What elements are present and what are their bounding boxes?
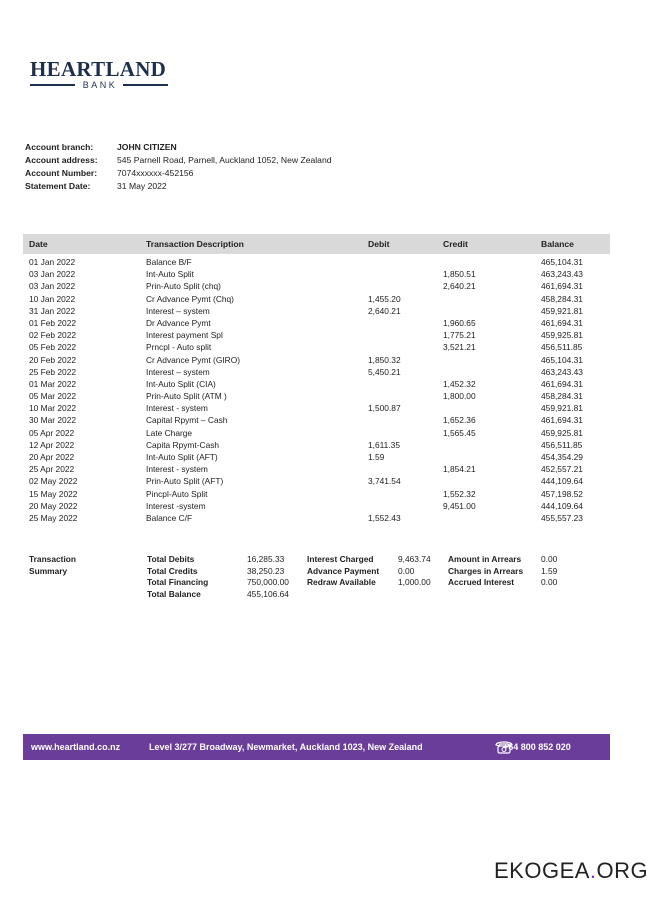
- header-credit: Credit: [443, 239, 468, 249]
- amount-in-arrears-value: 0.00: [541, 554, 558, 564]
- row-description: Pincpl-Auto Split: [146, 488, 208, 499]
- total-credits-value: 38,250.23: [247, 566, 285, 576]
- row-date: 12 Apr 2022: [29, 439, 75, 450]
- table-row: [0, 366, 630, 378]
- row-debit: 1,611.35: [368, 439, 400, 450]
- row-description: Interest - system: [146, 464, 208, 475]
- row-balance: 452,557.21: [541, 464, 583, 475]
- total-credits-label: Total Credits: [147, 566, 198, 576]
- row-debit: 1,850.32: [368, 354, 401, 365]
- row-balance: 459,925.81: [541, 427, 583, 438]
- row-date: 03 Jan 2022: [29, 281, 76, 292]
- bank-logo: [30, 58, 168, 90]
- table-row: [0, 293, 630, 305]
- row-credit: 9,451.00: [443, 500, 476, 511]
- row-description: Balance C/F: [146, 512, 193, 523]
- table-row: [0, 354, 630, 366]
- row-credit: 1,775.21: [443, 330, 476, 341]
- contact-footer: [23, 734, 610, 760]
- row-description: Capital Rpymt – Cash: [146, 415, 228, 426]
- row-description: Interest – system: [146, 366, 210, 377]
- row-date: 01 Jan 2022: [29, 257, 76, 267]
- account-branch-row: [25, 141, 332, 154]
- row-description: Interest -system: [146, 500, 206, 511]
- row-balance: 458,284.31: [541, 391, 583, 402]
- row-balance: 456,511.85: [541, 342, 583, 353]
- row-balance: 461,694.31: [541, 317, 583, 328]
- total-balance-value: 455,106.64: [247, 589, 289, 599]
- statement-date-label: Statement Date:: [25, 181, 91, 191]
- row-balance: 463,243.43: [541, 269, 583, 280]
- total-financing-value: 750,000.00: [247, 577, 289, 587]
- watermark-part2: ORG: [596, 858, 648, 883]
- row-description: Prin-Auto Split (chq): [146, 281, 221, 292]
- row-credit: 3,521.21: [443, 342, 476, 353]
- row-debit: 5,450.21: [368, 366, 401, 377]
- header-balance: Balance: [541, 239, 574, 249]
- row-credit: 1,854.21: [443, 464, 476, 475]
- row-balance: 456,511.85: [541, 439, 583, 450]
- redraw-available-value: 1,000.00: [398, 577, 431, 587]
- table-row: [0, 305, 630, 317]
- account-number-label: Account Number:: [25, 168, 98, 178]
- row-balance: 458,284.31: [541, 293, 583, 304]
- amount-in-arrears-label: Amount in Arrears: [448, 554, 522, 564]
- account-branch-value: JOHN CITIZEN: [117, 142, 177, 152]
- summary-label-line2: Summary: [29, 566, 68, 576]
- total-financing-label: Total Financing: [147, 577, 209, 587]
- row-date: 15 May 2022: [29, 488, 78, 499]
- table-row: [0, 512, 630, 524]
- transactions-table-body: [0, 256, 630, 524]
- header-debit: Debit: [368, 239, 390, 249]
- accrued-interest-value: 0.00: [541, 577, 558, 587]
- row-credit: 1,850.51: [443, 269, 476, 280]
- logo-divider: [30, 84, 75, 86]
- row-balance: 461,694.31: [541, 378, 583, 389]
- row-balance: 463,243.43: [541, 366, 583, 377]
- account-address-value: 545 Parnell Road, Parnell, Auckland 1052, New Zealand: [117, 155, 332, 165]
- table-row: [0, 317, 630, 329]
- logo-divider: [123, 84, 168, 86]
- row-description: Capita Rpymt-Cash: [146, 439, 220, 450]
- row-credit: 1,565.45: [443, 427, 476, 438]
- row-debit: 1,455.20: [368, 293, 401, 304]
- row-description: Dr Advance Pymt: [146, 317, 211, 328]
- row-date: 02 Feb 2022: [29, 330, 77, 341]
- row-description: Prin-Auto Split (AFT): [146, 476, 224, 487]
- row-balance: 455,557.23: [541, 512, 583, 523]
- row-credit: 1,652.36: [443, 415, 476, 426]
- row-description: Prin-Auto Split (ATM ): [146, 391, 227, 402]
- table-row: [0, 378, 630, 390]
- table-row: [0, 341, 630, 353]
- table-row: [0, 463, 630, 475]
- row-balance: 459,921.81: [541, 305, 583, 316]
- logo-sub: [30, 80, 168, 90]
- row-date: 10 Jan 2022: [29, 293, 76, 304]
- advance-payment-label: Advance Payment: [307, 566, 380, 576]
- row-description: Late Charge: [146, 427, 193, 438]
- table-row: [0, 414, 630, 426]
- row-balance: 454,354.29: [541, 452, 583, 462]
- summary-label-line1: Transaction: [29, 554, 77, 564]
- table-row: [0, 475, 630, 487]
- row-balance: 457,198.52: [541, 488, 583, 499]
- row-date: 05 Mar 2022: [29, 391, 77, 402]
- interest-charged-value: 9,463.74: [398, 554, 431, 564]
- watermark-dot: .: [589, 858, 597, 883]
- row-date: 10 Mar 2022: [29, 403, 77, 414]
- row-date: 25 May 2022: [29, 512, 78, 523]
- row-date: 01 Feb 2022: [29, 317, 77, 328]
- charges-in-arrears-value: 1.59: [541, 566, 558, 576]
- row-description: Balance B/F: [146, 257, 192, 267]
- redraw-available-label: Redraw Available: [307, 577, 376, 587]
- account-address-label: Account address:: [25, 155, 98, 165]
- row-balance: 465,104.31: [541, 257, 583, 267]
- advance-payment-value: 0.00: [398, 566, 415, 576]
- row-debit: 2,640.21: [368, 305, 401, 316]
- row-balance: 459,921.81: [541, 403, 583, 414]
- statement-date-row: [25, 180, 332, 193]
- logo-name: HEARTLAND: [30, 57, 167, 81]
- account-number-value: 7074xxxxxx-452156: [117, 168, 194, 178]
- row-credit: 1,800.00: [443, 391, 476, 402]
- table-row: [0, 439, 630, 451]
- table-row: [0, 488, 630, 500]
- row-description: Interest payment Spl: [146, 330, 223, 341]
- row-date: 05 Apr 2022: [29, 427, 75, 438]
- row-date: 20 May 2022: [29, 500, 78, 511]
- row-balance: 465,104.31: [541, 354, 583, 365]
- footer-website-link[interactable]: www.heartland.co.nz: [31, 742, 121, 752]
- row-date: 05 Feb 2022: [29, 342, 77, 353]
- table-row: [0, 402, 630, 414]
- row-debit: 1,500.87: [368, 403, 401, 414]
- account-number-row: [25, 167, 332, 180]
- row-balance: 444,109.64: [541, 476, 583, 487]
- row-date: 25 Apr 2022: [29, 464, 75, 475]
- table-row: [0, 451, 630, 463]
- row-date: 02 May 2022: [29, 476, 78, 487]
- transactions-table-header: [23, 234, 610, 254]
- header-date: Date: [29, 239, 48, 249]
- row-description: Interest - system: [146, 403, 208, 414]
- row-balance: 444,109.64: [541, 500, 583, 511]
- total-balance-label: Total Balance: [147, 589, 201, 599]
- row-description: Cr Advance Pymt (Chq): [146, 293, 234, 304]
- header-description: Transaction Description: [146, 239, 244, 249]
- footer-address: Level 3/277 Broadway, Newmarket, Auckland 1023, New Zealand: [149, 742, 423, 752]
- account-details: [25, 141, 332, 193]
- row-credit: 2,640.21: [443, 281, 476, 292]
- account-branch-label: Account branch:: [25, 142, 94, 152]
- row-credit: 1,960.65: [443, 317, 476, 328]
- row-balance: 459,925.81: [541, 330, 583, 341]
- row-credit: 1,552.32: [443, 488, 476, 499]
- row-balance: 461,694.31: [541, 281, 583, 292]
- row-date: 20 Feb 2022: [29, 354, 77, 365]
- row-credit: 1,452.32: [443, 378, 476, 389]
- row-description: Int-Auto Split (CIA): [146, 378, 216, 389]
- account-address-row: [25, 154, 332, 167]
- table-row: [0, 390, 630, 402]
- row-date: 01 Mar 2022: [29, 378, 77, 389]
- table-row: [0, 329, 630, 341]
- charges-in-arrears-label: Charges in Arrears: [448, 566, 524, 576]
- table-row: [0, 280, 630, 292]
- row-description: Int-Auto Split: [146, 269, 194, 280]
- table-row: [0, 427, 630, 439]
- row-description: Int-Auto Split (AFT): [146, 452, 218, 462]
- row-balance: 461,694.31: [541, 415, 583, 426]
- row-date: 25 Feb 2022: [29, 366, 77, 377]
- row-debit: 1,552.43: [368, 512, 401, 523]
- statement-date-value: 31 May 2022: [117, 181, 167, 191]
- row-description: Prncpl - Auto split: [146, 342, 212, 353]
- row-debit: 1.59: [368, 452, 385, 462]
- accrued-interest-label: Accrued Interest: [448, 577, 515, 587]
- logo-bank-text: BANK: [82, 80, 118, 90]
- row-description: Interest – system: [146, 305, 210, 316]
- row-date: 30 Mar 2022: [29, 415, 77, 426]
- total-debits-value: 16,285.33: [247, 554, 285, 564]
- watermark: [494, 858, 648, 884]
- table-row: [0, 268, 630, 280]
- interest-charged-label: Interest Charged: [307, 554, 374, 564]
- row-debit: 3,741.54: [368, 476, 401, 487]
- row-description: Cr Advance Pymt (GIRO): [146, 354, 241, 365]
- footer-phone[interactable]: +64 800 852 020: [503, 742, 571, 752]
- table-row: [0, 256, 630, 268]
- row-date: 03 Jan 2022: [29, 269, 76, 280]
- total-debits-label: Total Debits: [147, 554, 195, 564]
- row-date: 20 Apr 2022: [29, 452, 75, 462]
- row-date: 31 Jan 2022: [29, 305, 76, 316]
- watermark-part1: EKOGEA: [494, 858, 590, 883]
- table-row: [0, 500, 630, 512]
